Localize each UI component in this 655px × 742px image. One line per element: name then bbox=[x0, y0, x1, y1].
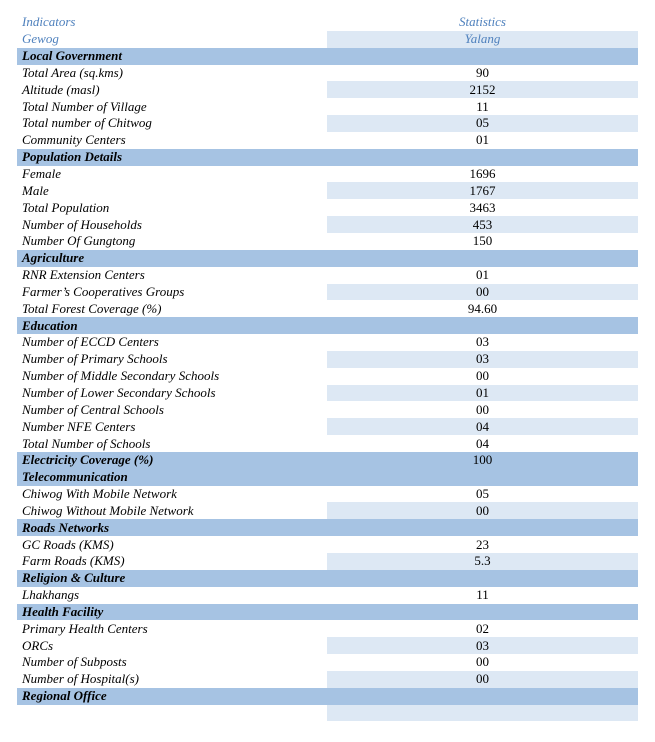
indicator-label: Number of Households bbox=[17, 216, 327, 233]
statistic-value: 90 bbox=[327, 65, 638, 82]
statistic-value: 453 bbox=[327, 216, 638, 233]
table-row bbox=[17, 385, 638, 402]
section-row bbox=[17, 149, 638, 166]
indicator-label: Farmer’s Cooperatives Groups bbox=[17, 284, 327, 301]
section-row bbox=[17, 48, 638, 65]
gewog-label: Gewog bbox=[17, 31, 327, 48]
section-row bbox=[17, 688, 638, 705]
table-row bbox=[17, 502, 638, 519]
indicator-label: Altitude (masl) bbox=[17, 81, 327, 98]
section-label: Telecommunication bbox=[17, 469, 327, 486]
statistic-value: 01 bbox=[327, 267, 638, 284]
statistics-table-container bbox=[17, 14, 638, 721]
indicator-label: Number of Hospital(s) bbox=[17, 671, 327, 688]
indicator-label: Number Of Gungtong bbox=[17, 233, 327, 250]
indicator-label: GC Roads (KMS) bbox=[17, 536, 327, 553]
statistic-value: 02 bbox=[327, 620, 638, 637]
indicator-label: Number of Lower Secondary Schools bbox=[17, 385, 327, 402]
table-row bbox=[17, 115, 638, 132]
indicator-label: Number NFE Centers bbox=[17, 418, 327, 435]
section-row bbox=[17, 317, 638, 334]
section-label: Population Details bbox=[17, 149, 327, 166]
statistic-value bbox=[327, 705, 638, 722]
table-row bbox=[17, 351, 638, 368]
indicator-label: Chiwog With Mobile Network bbox=[17, 486, 327, 503]
statistic-value: 01 bbox=[327, 385, 638, 402]
statistic-value: 100 bbox=[327, 452, 638, 469]
statistic-value: 01 bbox=[327, 132, 638, 149]
statistic-value: 94.60 bbox=[327, 300, 638, 317]
table-row bbox=[17, 553, 638, 570]
table-row bbox=[17, 368, 638, 385]
statistic-value bbox=[327, 317, 638, 334]
table-row bbox=[17, 284, 638, 301]
statistic-value bbox=[327, 570, 638, 587]
table-row bbox=[17, 671, 638, 688]
table-row bbox=[17, 81, 638, 98]
table-row bbox=[17, 401, 638, 418]
section-row bbox=[17, 519, 638, 536]
table-row bbox=[17, 98, 638, 115]
header-statistics: Statistics bbox=[327, 14, 638, 31]
statistic-value bbox=[327, 48, 638, 65]
statistics-table bbox=[17, 14, 638, 721]
section-label: Agriculture bbox=[17, 250, 327, 267]
indicator-label: Number of ECCD Centers bbox=[17, 334, 327, 351]
indicator-label: Total Population bbox=[17, 199, 327, 216]
statistic-value: 1696 bbox=[327, 166, 638, 183]
section-label: Roads Networks bbox=[17, 519, 327, 536]
statistic-value: 00 bbox=[327, 654, 638, 671]
statistic-value bbox=[327, 519, 638, 536]
indicator-label: RNR Extension Centers bbox=[17, 267, 327, 284]
indicator-label: Number of Primary Schools bbox=[17, 351, 327, 368]
statistic-value bbox=[327, 469, 638, 486]
indicator-label: Total Area (sq.kms) bbox=[17, 65, 327, 82]
statistic-value: 3463 bbox=[327, 199, 638, 216]
indicator-label: Number of Middle Secondary Schools bbox=[17, 368, 327, 385]
section-row bbox=[17, 570, 638, 587]
statistic-value: 05 bbox=[327, 486, 638, 503]
statistic-value bbox=[327, 149, 638, 166]
statistic-value: 11 bbox=[327, 587, 638, 604]
statistic-value: 03 bbox=[327, 351, 638, 368]
table-row bbox=[17, 216, 638, 233]
section-label: Electricity Coverage (%) bbox=[17, 452, 327, 469]
table-row bbox=[17, 620, 638, 637]
statistic-value: 23 bbox=[327, 536, 638, 553]
statistic-value: 04 bbox=[327, 435, 638, 452]
statistic-value: 04 bbox=[327, 418, 638, 435]
statistic-value: 11 bbox=[327, 98, 638, 115]
table-row bbox=[17, 705, 638, 722]
indicator-label: Number of Subposts bbox=[17, 654, 327, 671]
gewog-row bbox=[17, 31, 638, 48]
table-row bbox=[17, 587, 638, 604]
gewog-value: Yalang bbox=[327, 31, 638, 48]
section-row bbox=[17, 604, 638, 621]
statistic-value: 00 bbox=[327, 671, 638, 688]
table-row bbox=[17, 65, 638, 82]
statistic-value: 1767 bbox=[327, 182, 638, 199]
indicator-label: Community Centers bbox=[17, 132, 327, 149]
indicator-label: Total Forest Coverage (%) bbox=[17, 300, 327, 317]
statistic-value: 00 bbox=[327, 401, 638, 418]
section-label: Local Government bbox=[17, 48, 327, 65]
statistic-value: 2152 bbox=[327, 81, 638, 98]
table-row bbox=[17, 486, 638, 503]
indicator-label: Chiwog Without Mobile Network bbox=[17, 502, 327, 519]
indicator-label: Number of Central Schools bbox=[17, 401, 327, 418]
table-row bbox=[17, 418, 638, 435]
table-row bbox=[17, 334, 638, 351]
header-row bbox=[17, 14, 638, 31]
indicator-label: Lhakhangs bbox=[17, 587, 327, 604]
statistic-value: 5.3 bbox=[327, 553, 638, 570]
indicator-label: Primary Health Centers bbox=[17, 620, 327, 637]
statistic-value: 03 bbox=[327, 637, 638, 654]
table-row bbox=[17, 166, 638, 183]
statistics-table-body bbox=[17, 14, 638, 721]
statistic-value bbox=[327, 250, 638, 267]
indicator-label: Farm Roads (KMS) bbox=[17, 553, 327, 570]
statistic-value bbox=[327, 604, 638, 621]
table-row bbox=[17, 654, 638, 671]
section-label: Religion & Culture bbox=[17, 570, 327, 587]
statistic-value: 03 bbox=[327, 334, 638, 351]
indicator-label: Male bbox=[17, 182, 327, 199]
statistic-value: 00 bbox=[327, 284, 638, 301]
indicator-label: Female bbox=[17, 166, 327, 183]
section-row bbox=[17, 469, 638, 486]
table-row bbox=[17, 132, 638, 149]
section-row bbox=[17, 452, 638, 469]
table-row bbox=[17, 300, 638, 317]
table-row bbox=[17, 435, 638, 452]
header-indicators: Indicators bbox=[17, 14, 327, 31]
indicator-label bbox=[17, 705, 327, 722]
statistic-value: 00 bbox=[327, 368, 638, 385]
table-row bbox=[17, 536, 638, 553]
section-label: Health Facility bbox=[17, 604, 327, 621]
statistic-value: 150 bbox=[327, 233, 638, 250]
table-row bbox=[17, 267, 638, 284]
table-row bbox=[17, 233, 638, 250]
indicator-label: Total number of Chitwog bbox=[17, 115, 327, 132]
table-row bbox=[17, 182, 638, 199]
table-row bbox=[17, 637, 638, 654]
statistic-value bbox=[327, 688, 638, 705]
indicator-label: ORCs bbox=[17, 637, 327, 654]
table-row bbox=[17, 199, 638, 216]
section-row bbox=[17, 250, 638, 267]
indicator-label: Total Number of Schools bbox=[17, 435, 327, 452]
section-label: Regional Office bbox=[17, 688, 327, 705]
section-label: Education bbox=[17, 317, 327, 334]
statistic-value: 00 bbox=[327, 502, 638, 519]
indicator-label: Total Number of Village bbox=[17, 98, 327, 115]
statistic-value: 05 bbox=[327, 115, 638, 132]
